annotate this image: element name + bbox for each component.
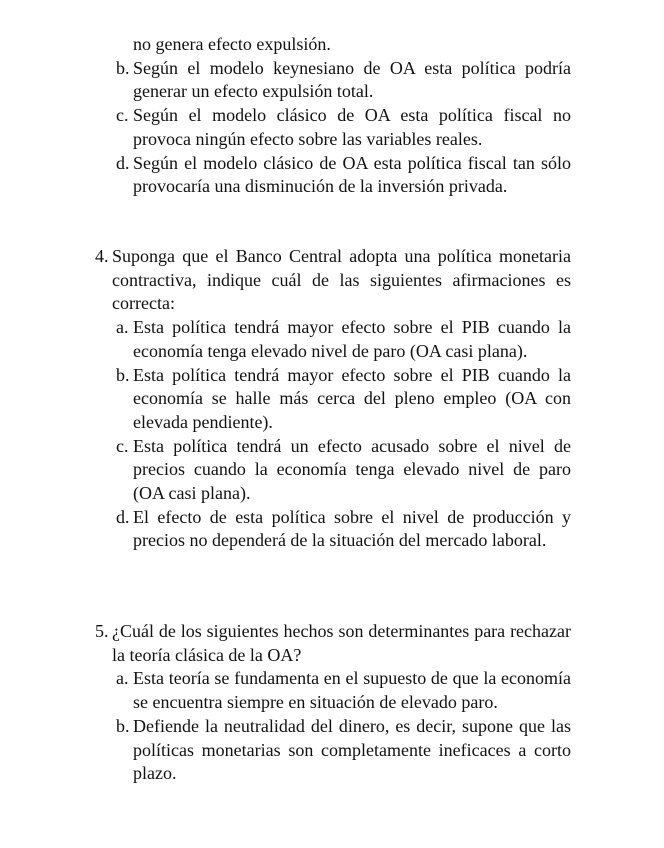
question-text: Suponga que el Banco Central adopta una política monetaria contractiva, indique cuál de las siguientes afirmaciones es correcta: <box>112 246 571 314</box>
question-stem <box>95 245 571 316</box>
option-text: Defiende la neutralidad del dinero, es decir, supone que las políticas monetarias son completamente ineficaces a corto plazo. <box>133 715 571 784</box>
option-text: El efecto de esta política sobre el nivel de producción y precios no dependerá de la situación del mercado laboral. <box>133 506 571 551</box>
question-text: ¿Cuál de los siguientes hechos son determinantes para rechazar la teoría clásica de la OA? <box>112 621 571 665</box>
option-text: Esta política tendrá mayor efecto sobre el PIB cuando la economía tenga elevado nivel de paro (OA casi plana). <box>133 317 571 361</box>
option-text: Esta política tendrá un efecto acusado sobre el nivel de precios cuando la economía tenga elevado nivel de paro (OA casi plana). <box>133 435 571 504</box>
option-label: a. <box>116 317 129 338</box>
option-d <box>95 152 571 199</box>
option-a <box>95 316 571 363</box>
option-text: Esta teoría se fundamenta en el supuesto de que la economía se encuentra siempre en situación de elevado paro. <box>133 668 571 713</box>
question-number: 5. <box>95 621 109 641</box>
option-label: c. <box>116 435 129 456</box>
question-4 <box>95 245 571 553</box>
option-a <box>95 667 571 714</box>
option-label: d. <box>116 152 130 173</box>
option-label: c. <box>116 105 129 126</box>
question-number: 4. <box>95 246 109 266</box>
option-b <box>95 364 571 435</box>
option-a-continuation: no genera efecto expulsión. <box>133 34 331 54</box>
option-b <box>95 715 571 786</box>
option-b <box>95 57 571 104</box>
option-d <box>95 506 571 553</box>
option-c <box>95 435 571 506</box>
option-label: b. <box>116 364 130 385</box>
option-text: Según el modelo clásico de OA esta política fiscal no provoca ningún efecto sobre las variables reales. <box>133 105 571 149</box>
option-text: Esta política tendrá mayor efecto sobre el PIB cuando la economía se halle más cerca del pleno empleo (OA con elevada pendiente). <box>133 364 571 432</box>
option-label: a. <box>116 668 129 689</box>
option-label: b. <box>116 57 130 78</box>
previous-question <box>95 33 571 199</box>
question-stem <box>95 620 571 667</box>
option-label: d. <box>116 506 130 527</box>
option-text: Según el modelo keynesiano de OA esta política podría generar un efecto expulsión total. <box>133 57 571 102</box>
question-5 <box>95 620 571 786</box>
option-label: b. <box>116 715 130 736</box>
option-text: Según el modelo clásico de OA esta política fiscal tan sólo provocaría una disminución de la inversión privada. <box>133 152 571 197</box>
option-c <box>95 104 571 151</box>
